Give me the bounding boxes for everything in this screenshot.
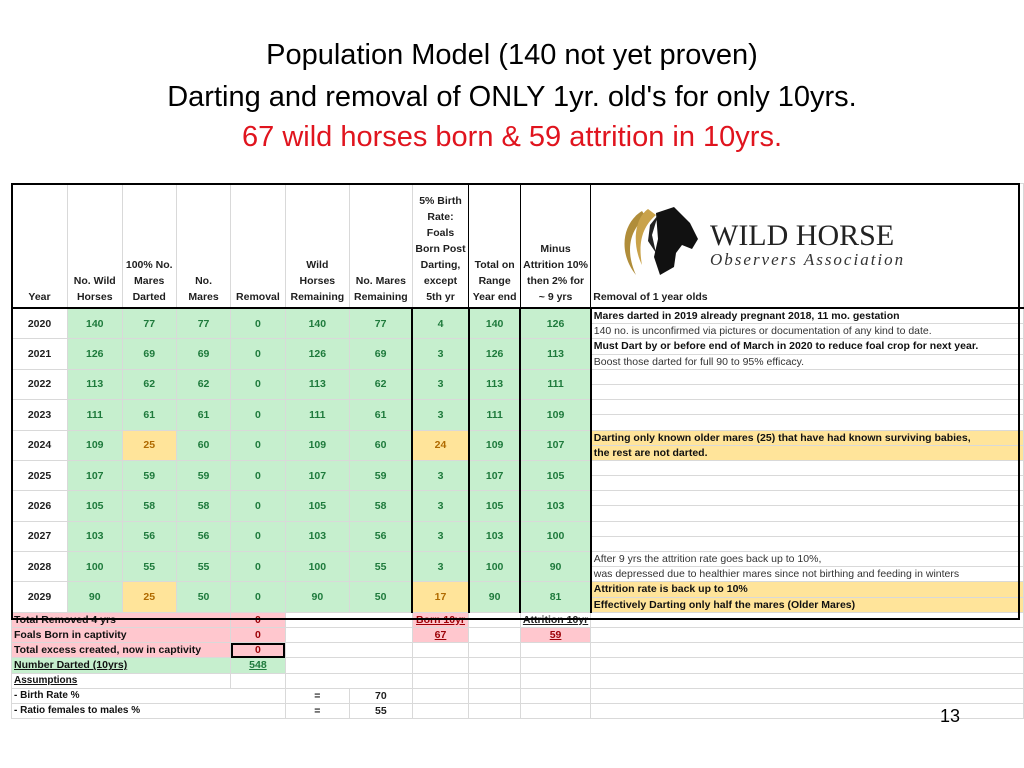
- cell-foals: 3: [412, 369, 469, 399]
- cell-wild-horses: 100: [68, 552, 123, 582]
- summary-cell: [591, 612, 1024, 627]
- ratio-value: 55: [350, 703, 413, 718]
- cell-mares-darted: 61: [122, 400, 176, 430]
- wild-horse-logo: [612, 205, 908, 285]
- cell-foals: 17: [412, 582, 469, 612]
- cell-mares-remaining: 50: [350, 582, 413, 612]
- table-row: [12, 552, 1024, 567]
- cell-foals: 4: [412, 308, 469, 339]
- cell-attrition: 126: [520, 308, 590, 339]
- header-notes: Removal of 1 year olds: [591, 184, 1024, 309]
- excess-label: Total excess created, now in captivity: [12, 643, 231, 658]
- born-total: 67: [412, 627, 469, 642]
- note-line: [591, 400, 1024, 415]
- cell-attrition: 81: [520, 582, 590, 612]
- note-line: Attrition rate is back up to 10%: [591, 582, 1024, 597]
- logo-text-sub: Observers Association: [710, 250, 906, 269]
- cell-remaining: 109: [285, 430, 349, 460]
- cell-total: 100: [469, 552, 521, 582]
- cell-remaining: 126: [285, 339, 349, 369]
- note-line: the rest are not darted.: [591, 445, 1024, 460]
- summary-cell: [285, 612, 412, 627]
- summary-cell: [520, 658, 590, 673]
- cell-removal: 0: [231, 521, 285, 551]
- cell-foals: 3: [412, 339, 469, 369]
- table-row: [12, 521, 1024, 536]
- header-mares: No. Mares: [176, 184, 230, 309]
- cell-remaining: 113: [285, 369, 349, 399]
- cell-remaining: 111: [285, 400, 349, 430]
- cell-foals: 3: [412, 460, 469, 490]
- summary-cell: [412, 673, 469, 688]
- summary-row: [12, 688, 1024, 703]
- summary-row: [12, 627, 1024, 642]
- ratio-equals: =: [285, 703, 349, 718]
- birth-rate-label: - Birth Rate %: [12, 688, 286, 703]
- cell-wild-horses: 105: [68, 491, 123, 521]
- number-darted-label: Number Darted (10yrs): [12, 658, 231, 673]
- cell-attrition: 109: [520, 400, 590, 430]
- cell-total: 111: [469, 400, 521, 430]
- table-row: [12, 308, 1024, 324]
- cell-mares-remaining: 55: [350, 552, 413, 582]
- cell-mares: 59: [176, 460, 230, 490]
- summary-cell: [591, 658, 1024, 673]
- birth-rate-value: 70: [350, 688, 413, 703]
- cell-remaining: 107: [285, 460, 349, 490]
- summary-row: [12, 658, 1024, 673]
- cell-mares-darted: 25: [122, 582, 176, 612]
- cell-mares-darted: 55: [122, 552, 176, 582]
- cell-foals: 3: [412, 552, 469, 582]
- cell-mares-remaining: 77: [350, 308, 413, 339]
- cell-attrition: 103: [520, 491, 590, 521]
- cell-remaining: 105: [285, 491, 349, 521]
- cell-wild-horses: 126: [68, 339, 123, 369]
- cell-mares-darted: 62: [122, 369, 176, 399]
- cell-mares: 69: [176, 339, 230, 369]
- cell-wild-horses: 109: [68, 430, 123, 460]
- cell-attrition: 111: [520, 369, 590, 399]
- cell-foals: 3: [412, 491, 469, 521]
- cell-year: 2025: [12, 460, 68, 490]
- page-number: 13: [940, 706, 961, 726]
- summary-cell: [469, 643, 521, 658]
- cell-removal: 0: [231, 400, 285, 430]
- cell-mares-remaining: 59: [350, 460, 413, 490]
- horse-head-icon: [612, 205, 908, 285]
- note-line: [591, 506, 1024, 521]
- cell-total: 107: [469, 460, 521, 490]
- slide-title-line2: Darting and removal of ONLY 1yr. old's for only 10yrs.: [167, 81, 857, 113]
- cell-year: 2028: [12, 552, 68, 582]
- cell-attrition: 107: [520, 430, 590, 460]
- summary-cell: [412, 658, 469, 673]
- table-row: [12, 369, 1024, 384]
- attrition-total: 59: [520, 627, 590, 642]
- cell-mares-darted: 59: [122, 460, 176, 490]
- summary-cell: [285, 627, 412, 642]
- table-row: [12, 430, 1024, 445]
- header-attrition: Minus Attrition 10% then 2% for ~ 9 yrs: [520, 184, 590, 309]
- summary-cell: [591, 688, 1024, 703]
- ratio-label: - Ratio females to males %: [12, 703, 286, 718]
- cell-removal: 0: [231, 582, 285, 612]
- summary-cell: [591, 627, 1024, 642]
- assumptions-label: Assumptions: [12, 673, 231, 688]
- cell-removal: 0: [231, 369, 285, 399]
- note-line: 140 no. is unconfirmed via pictures or documentation of any kind to date.: [591, 324, 1024, 339]
- header-wild-horses: No. Wild Horses: [68, 184, 123, 309]
- cell-year: 2027: [12, 521, 68, 551]
- cell-mares-remaining: 60: [350, 430, 413, 460]
- cell-removal: 0: [231, 460, 285, 490]
- cell-removal: 0: [231, 308, 285, 339]
- table-row: [12, 582, 1024, 597]
- cell-year: 2022: [12, 369, 68, 399]
- summary-cell: [285, 673, 412, 688]
- summary-cell: [412, 688, 469, 703]
- cell-mares-remaining: 56: [350, 521, 413, 551]
- note-line: [591, 521, 1024, 536]
- cell-attrition: 90: [520, 552, 590, 582]
- cell-mares-darted: 77: [122, 308, 176, 339]
- header-removal: Removal: [231, 184, 285, 309]
- summary-cell: [412, 643, 469, 658]
- cell-mares: 61: [176, 400, 230, 430]
- note-line: Must Dart by or before end of March in 2020 to reduce foal crop for next year.: [591, 339, 1024, 354]
- table-row: [12, 339, 1024, 354]
- note-line: Effectively Darting only half the mares (Older Mares): [591, 597, 1024, 612]
- summary-cell: [231, 673, 285, 688]
- note-line: [591, 476, 1024, 491]
- note-line: After 9 yrs the attrition rate goes back up to 10%,: [591, 552, 1024, 567]
- cell-total: 103: [469, 521, 521, 551]
- total-removed-value: 0: [231, 612, 285, 627]
- summary-cell: [412, 703, 469, 718]
- summary-cell: [469, 612, 521, 627]
- cell-mares: 60: [176, 430, 230, 460]
- summary-cell: [520, 673, 590, 688]
- foals-captivity-value: 0: [231, 627, 285, 642]
- cell-attrition: 113: [520, 339, 590, 369]
- cell-wild-horses: 107: [68, 460, 123, 490]
- cell-remaining: 103: [285, 521, 349, 551]
- foals-captivity-label: Foals Born in captivity: [12, 627, 231, 642]
- cell-total: 140: [469, 308, 521, 339]
- header-foals: 5% Birth Rate: Foals Born Post Darting, except 5th yr: [412, 184, 469, 309]
- cell-removal: 0: [231, 430, 285, 460]
- attrition-label: Attrition 10yr: [520, 612, 590, 627]
- cell-remaining: 90: [285, 582, 349, 612]
- table-row: [12, 491, 1024, 506]
- cell-mares-remaining: 69: [350, 339, 413, 369]
- summary-cell: [469, 627, 521, 642]
- summary-cell: [591, 673, 1024, 688]
- cell-year: 2024: [12, 430, 68, 460]
- cell-year: 2023: [12, 400, 68, 430]
- note-line: [591, 460, 1024, 475]
- cell-total: 90: [469, 582, 521, 612]
- summary-cell: [285, 658, 412, 673]
- cell-year: 2021: [12, 339, 68, 369]
- cell-mares-remaining: 61: [350, 400, 413, 430]
- slide-title-line3: 67 wild horses born & 59 attrition in 10yrs.: [242, 121, 782, 153]
- cell-year: 2020: [12, 308, 68, 339]
- excess-value: 0: [231, 643, 285, 658]
- cell-wild-horses: 90: [68, 582, 123, 612]
- table-row: [12, 460, 1024, 475]
- logo-text-main: WILD HORSE: [710, 219, 895, 252]
- cell-wild-horses: 103: [68, 521, 123, 551]
- note-line: [591, 491, 1024, 506]
- cell-mares-darted: 56: [122, 521, 176, 551]
- summary-cell: [469, 673, 521, 688]
- note-line: was depressed due to healthier mares since not birthing and feeding in winters: [591, 567, 1024, 582]
- cell-foals: 3: [412, 400, 469, 430]
- cell-remaining: 100: [285, 552, 349, 582]
- cell-mares: 62: [176, 369, 230, 399]
- header-mares-darted: 100% No. Mares Darted: [122, 184, 176, 309]
- cell-foals: 24: [412, 430, 469, 460]
- cell-attrition: 100: [520, 521, 590, 551]
- cell-mares: 58: [176, 491, 230, 521]
- header-total: Total on Range Year end: [469, 184, 521, 309]
- cell-mares: 50: [176, 582, 230, 612]
- note-line: Darting only known older mares (25) that have had known surviving babies,: [591, 430, 1024, 445]
- summary-cell: [520, 688, 590, 703]
- summary-cell: [520, 643, 590, 658]
- summary-cell: [285, 643, 412, 658]
- summary-row: [12, 673, 1024, 688]
- summary-row: [12, 612, 1024, 627]
- note-line: [591, 369, 1024, 384]
- cell-total: 105: [469, 491, 521, 521]
- cell-mares-darted: 58: [122, 491, 176, 521]
- summary-cell: [469, 688, 521, 703]
- cell-removal: 0: [231, 491, 285, 521]
- cell-mares: 55: [176, 552, 230, 582]
- slide-title-line1: Population Model (140 not yet proven): [266, 39, 758, 71]
- summary-cell: [520, 703, 590, 718]
- cell-mares: 77: [176, 308, 230, 339]
- birth-rate-equals: =: [285, 688, 349, 703]
- cell-removal: 0: [231, 339, 285, 369]
- note-line: [591, 415, 1024, 430]
- note-line: [591, 384, 1024, 399]
- summary-row: [12, 643, 1024, 658]
- summary-cell: [591, 643, 1024, 658]
- cell-total: 109: [469, 430, 521, 460]
- cell-mares-remaining: 62: [350, 369, 413, 399]
- cell-total: 126: [469, 339, 521, 369]
- cell-wild-horses: 140: [68, 308, 123, 339]
- cell-wild-horses: 111: [68, 400, 123, 430]
- cell-year: 2026: [12, 491, 68, 521]
- cell-foals: 3: [412, 521, 469, 551]
- born-label: Born 10yr: [412, 612, 469, 627]
- cell-remaining: 140: [285, 308, 349, 339]
- header-mares-remaining: No. Mares Remaining: [350, 184, 413, 309]
- cell-removal: 0: [231, 552, 285, 582]
- note-line: [591, 536, 1024, 551]
- summary-cell: [469, 658, 521, 673]
- note-line: Boost those darted for full 90 to 95% efficacy.: [591, 354, 1024, 369]
- summary-cell: [469, 703, 521, 718]
- cell-attrition: 105: [520, 460, 590, 490]
- note-line: Mares darted in 2019 already pregnant 2018, 11 mo. gestation: [591, 308, 1024, 324]
- cell-mares-darted: 25: [122, 430, 176, 460]
- summary-row: [12, 703, 1024, 718]
- cell-year: 2029: [12, 582, 68, 612]
- cell-total: 113: [469, 369, 521, 399]
- table-row: [12, 400, 1024, 415]
- cell-wild-horses: 113: [68, 369, 123, 399]
- number-darted-value: 548: [231, 658, 285, 673]
- header-year: Year: [12, 184, 68, 309]
- cell-mares-darted: 69: [122, 339, 176, 369]
- cell-mares-remaining: 58: [350, 491, 413, 521]
- header-remaining: Wild Horses Remaining: [285, 184, 349, 309]
- cell-mares: 56: [176, 521, 230, 551]
- total-removed-label: Total Removed 4 yrs: [12, 612, 231, 627]
